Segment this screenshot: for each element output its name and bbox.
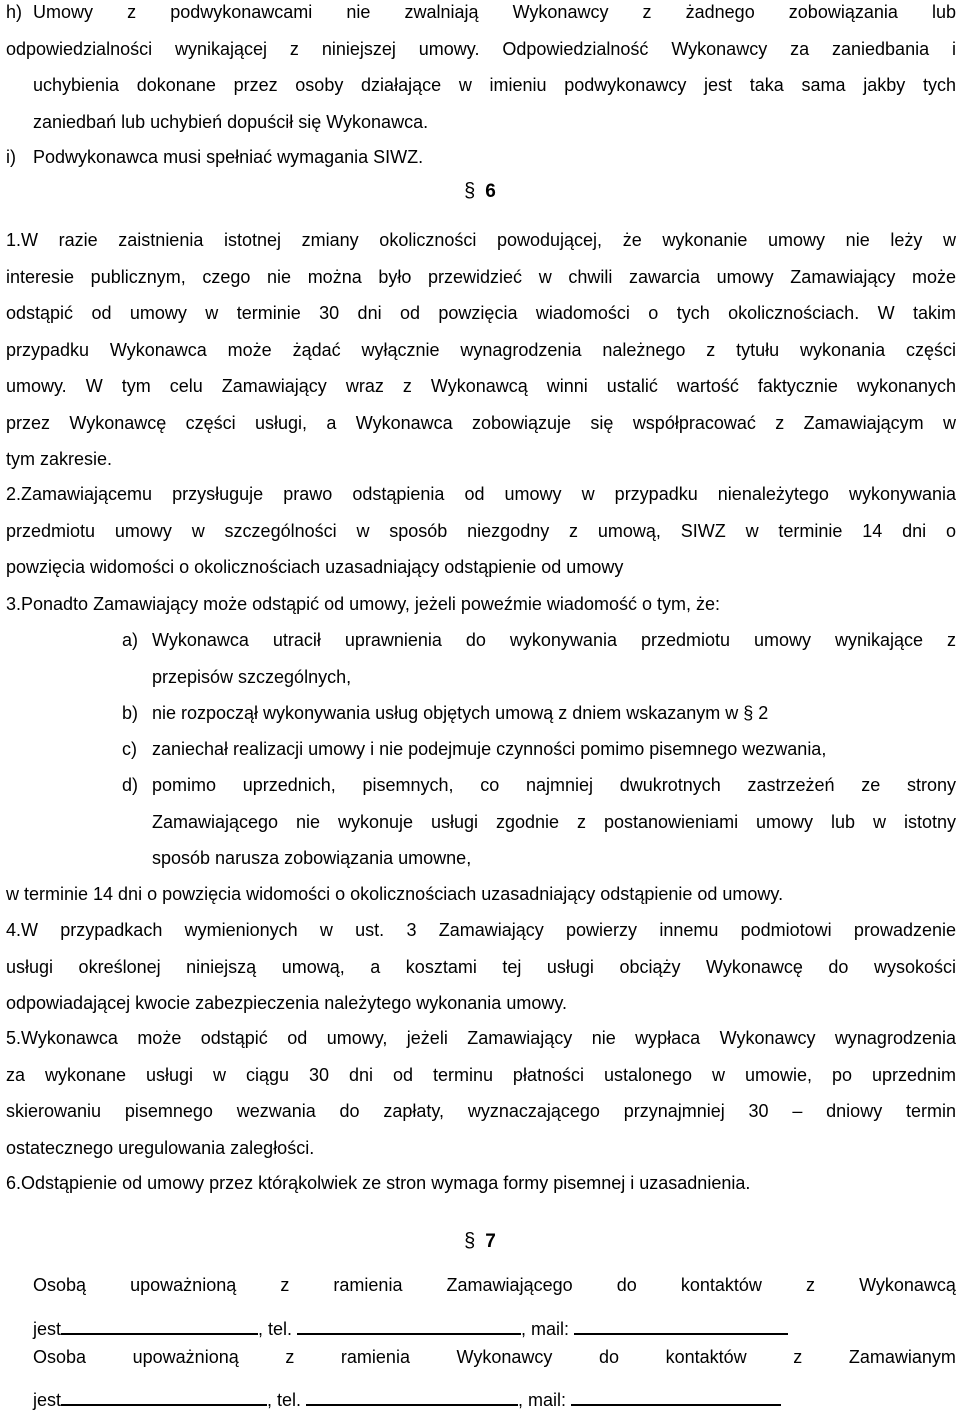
item-c-line-1: zaniechał realizacji umowy i nie podejmuje czynności pomimo pisemnego wezwania, — [152, 739, 827, 759]
item-a-line-1: Wykonawca utracił uprawnienia do wykonywania przedmiotu umowy wynikające z — [152, 630, 956, 650]
paragraph-1-line-5: umowy. W tym celu Zamawiający wraz z Wykonawcą winni ustalić wartość faktycznie wykonanych — [6, 376, 956, 396]
contact-1-tel-blank[interactable] — [297, 1332, 521, 1335]
item-b-label: b) — [122, 703, 139, 723]
contact-1-name-blank[interactable] — [61, 1332, 258, 1335]
contact-1-fields — [33, 1311, 788, 1347]
clause-i — [6, 139, 956, 176]
contact-2-tel-blank[interactable] — [306, 1403, 518, 1406]
paragraph-3-item-a — [122, 622, 956, 695]
contact-2-fields — [33, 1382, 781, 1418]
paragraph-5-line-2: za wykonane usługi w ciągu 30 dni od terminu płatności ustalonego w umowie, po uprzednim — [6, 1064, 956, 1085]
contact-2-word: upoważnioną — [132, 1347, 239, 1367]
item-a-line-2: przepisów szczególnych, — [152, 666, 352, 687]
contact-1-word: z — [805, 1275, 815, 1295]
contact-2-word: Zamawianym — [848, 1347, 956, 1367]
clause-h-line-2: odpowiedzialności wynikającej z niniejszej umowy. Odpowiedzialność Wykonawcy za zaniedbania i — [6, 38, 956, 59]
contact-2-jest: jest — [33, 1390, 62, 1410]
clause-h-label: h) — [6, 2, 23, 22]
paragraph-3-tail-text: w terminie 14 dni o powzięcia widomości o okolicznościach uzasadniający odstąpienie od umowy. — [6, 884, 784, 904]
section-symbol: § — [464, 180, 476, 202]
item-c-label: c) — [122, 739, 137, 759]
contact-2-mail-label: , mail: — [518, 1390, 567, 1410]
paragraph-1-line-1: 1.W razie zaistnienia istotnej zmiany okoliczności powodującej, że wykonanie umowy nie leży w — [6, 230, 956, 250]
item-b-line-1: nie rozpoczął wykonywania usług objętych umową z dniem wskazanym w § 2 — [152, 703, 769, 723]
paragraph-6 — [6, 1165, 956, 1202]
paragraph-2-line-2: przedmiotu umowy w szczególności w sposób niezgodny z umową, SIWZ w terminie 14 dni o — [6, 520, 956, 541]
contact-1-tel-label: , tel. — [258, 1319, 293, 1339]
paragraph-5-line-4: ostatecznego uregulowania zaległości. — [6, 1137, 315, 1158]
paragraph-2-line-3: powzięcia widomości o okolicznościach uzasadniający odstąpienie od umowy — [6, 557, 624, 577]
clause-h-line-3: uchybienia dokonane przez osoby działające w imieniu podwykonawcy jest taka sama jakby tych — [33, 75, 956, 95]
contact-2-word: z — [793, 1347, 803, 1367]
contact-1-word: Zamawiającego — [446, 1275, 573, 1295]
contact-1-word: upoważnioną — [130, 1275, 237, 1295]
contact-1-word: z — [280, 1275, 290, 1295]
contact-1-word: Osobą — [33, 1275, 87, 1295]
contact-2-tel-label: , tel. — [267, 1390, 302, 1410]
contact-1-word: kontaktów — [680, 1275, 762, 1295]
contact-2-mail-blank[interactable] — [571, 1403, 781, 1406]
paragraph-2-line-1: 2.Zamawiającemu przysługuje prawo odstąpienia od umowy w przypadku nienależytego wykonywania — [6, 484, 956, 504]
contact-2-word: Wykonawcy — [456, 1347, 553, 1367]
paragraph-3-item-d — [122, 767, 956, 877]
contact-2-name-blank[interactable] — [61, 1403, 267, 1406]
section-number: 7 — [485, 1231, 496, 1252]
contact-2-word: Osoba — [33, 1347, 87, 1367]
contact-2-label — [0, 1347, 6, 1368]
section-symbol: § — [464, 1230, 476, 1252]
item-a-label: a) — [122, 630, 139, 650]
contact-2-word: ramienia — [340, 1347, 410, 1367]
paragraph-1-line-6: przez Wykonawcę części usługi, a Wykonawca zobowiązuje się współpracować z Zamawiającym w — [6, 412, 956, 433]
paragraph-3-item-b — [122, 695, 956, 732]
paragraph-1-line-3: odstąpić od umowy w terminie 30 dni od powzięcia wiadomości o tych okolicznościach. W takim — [6, 303, 956, 323]
item-d-line-2: Zamawiającego nie wykonuje usługi zgodnie z postanowieniami umowy lub w istotny — [152, 811, 956, 832]
paragraph-5-line-3: skierowaniu pisemnego wezwania do zapłaty, wyznaczającego przynajmniej 30 – dniowy termin — [6, 1101, 956, 1121]
paragraph-3-item-c — [122, 731, 956, 768]
paragraph-4-line-2: usługi określonej niniejszą umową, a kosztami tej usługi obciąży Wykonawcę do wysokości — [6, 956, 956, 977]
section-7-heading — [0, 1230, 960, 1253]
paragraph-1-line-4: przypadku Wykonawca może żądać wyłącznie wynagrodzenia należnego z tytułu wykonania części — [6, 339, 956, 360]
item-d-line-3: sposób narusza zobowiązania umowne, — [152, 848, 472, 868]
paragraph-3-tail — [6, 876, 956, 913]
paragraph-4-line-3: odpowiadającej kwocie zabezpieczenia należytego wykonania umowy. — [6, 993, 567, 1013]
contact-1-word: ramienia — [333, 1275, 403, 1295]
paragraph-4 — [6, 912, 956, 1022]
paragraph-4-line-1: 4.W przypadkach wymienionych w ust. 3 Zamawiający powierzy innemu podmiotowi prowadzenie — [6, 920, 956, 940]
contact-1-label — [0, 1275, 6, 1296]
contact-1-mail-blank[interactable] — [574, 1332, 788, 1335]
paragraph-1-line-2: interesie publicznym, czego nie można było przewidzieć w chwili zawarcia umowy Zamawiający może — [6, 266, 956, 287]
section-number: 6 — [485, 181, 496, 202]
clause-h-line-4: zaniedbań lub uchybień dopuścił się Wykonawca. — [33, 111, 429, 132]
contact-2-word: kontaktów — [665, 1347, 747, 1367]
paragraph-1-line-7: tym zakresie. — [6, 449, 113, 469]
clause-h-line-1: Umowy z podwykonawcami nie zwalniają Wykonawcy z żadnego zobowiązania lub — [33, 2, 956, 22]
clause-i-text: Podwykonawca musi spełniać wymagania SIWZ. — [33, 147, 424, 167]
item-d-label: d) — [122, 775, 139, 795]
contact-1-word: do — [616, 1275, 637, 1295]
contact-1-jest: jest — [33, 1319, 62, 1339]
paragraph-1 — [6, 222, 956, 478]
contact-1-line — [33, 1275, 956, 1311]
paragraph-6-text: 6.Odstąpienie od umowy przez którąkolwiek ze stron wymaga formy pisemnej i uzasadnienia. — [6, 1173, 751, 1193]
section-6-heading — [0, 180, 960, 203]
contact-2-line — [33, 1347, 956, 1383]
paragraph-2 — [6, 476, 956, 586]
paragraph-3 — [6, 586, 956, 623]
contact-2-word: z — [285, 1347, 295, 1367]
paragraph-5 — [6, 1020, 956, 1166]
paragraph-3-text: 3.Ponadto Zamawiający może odstąpić od umowy, jeżeli poweźmie wiadomość o tym, że: — [6, 594, 720, 614]
contact-1-word: Wykonawcą — [859, 1275, 956, 1295]
clause-i-label: i) — [6, 147, 16, 167]
contact-2-word: do — [599, 1347, 620, 1367]
contact-1-mail-label: , mail: — [521, 1319, 570, 1339]
paragraph-5-line-1: 5.Wykonawca może odstąpić od umowy, jeżeli Zamawiający nie wypłaca Wykonawcy wynagrodzenia — [6, 1028, 956, 1048]
clause-h — [6, 0, 956, 140]
item-d-line-1: pomimo uprzednich, pisemnych, co najmniej dwukrotnych zastrzeżeń ze strony — [152, 775, 956, 795]
